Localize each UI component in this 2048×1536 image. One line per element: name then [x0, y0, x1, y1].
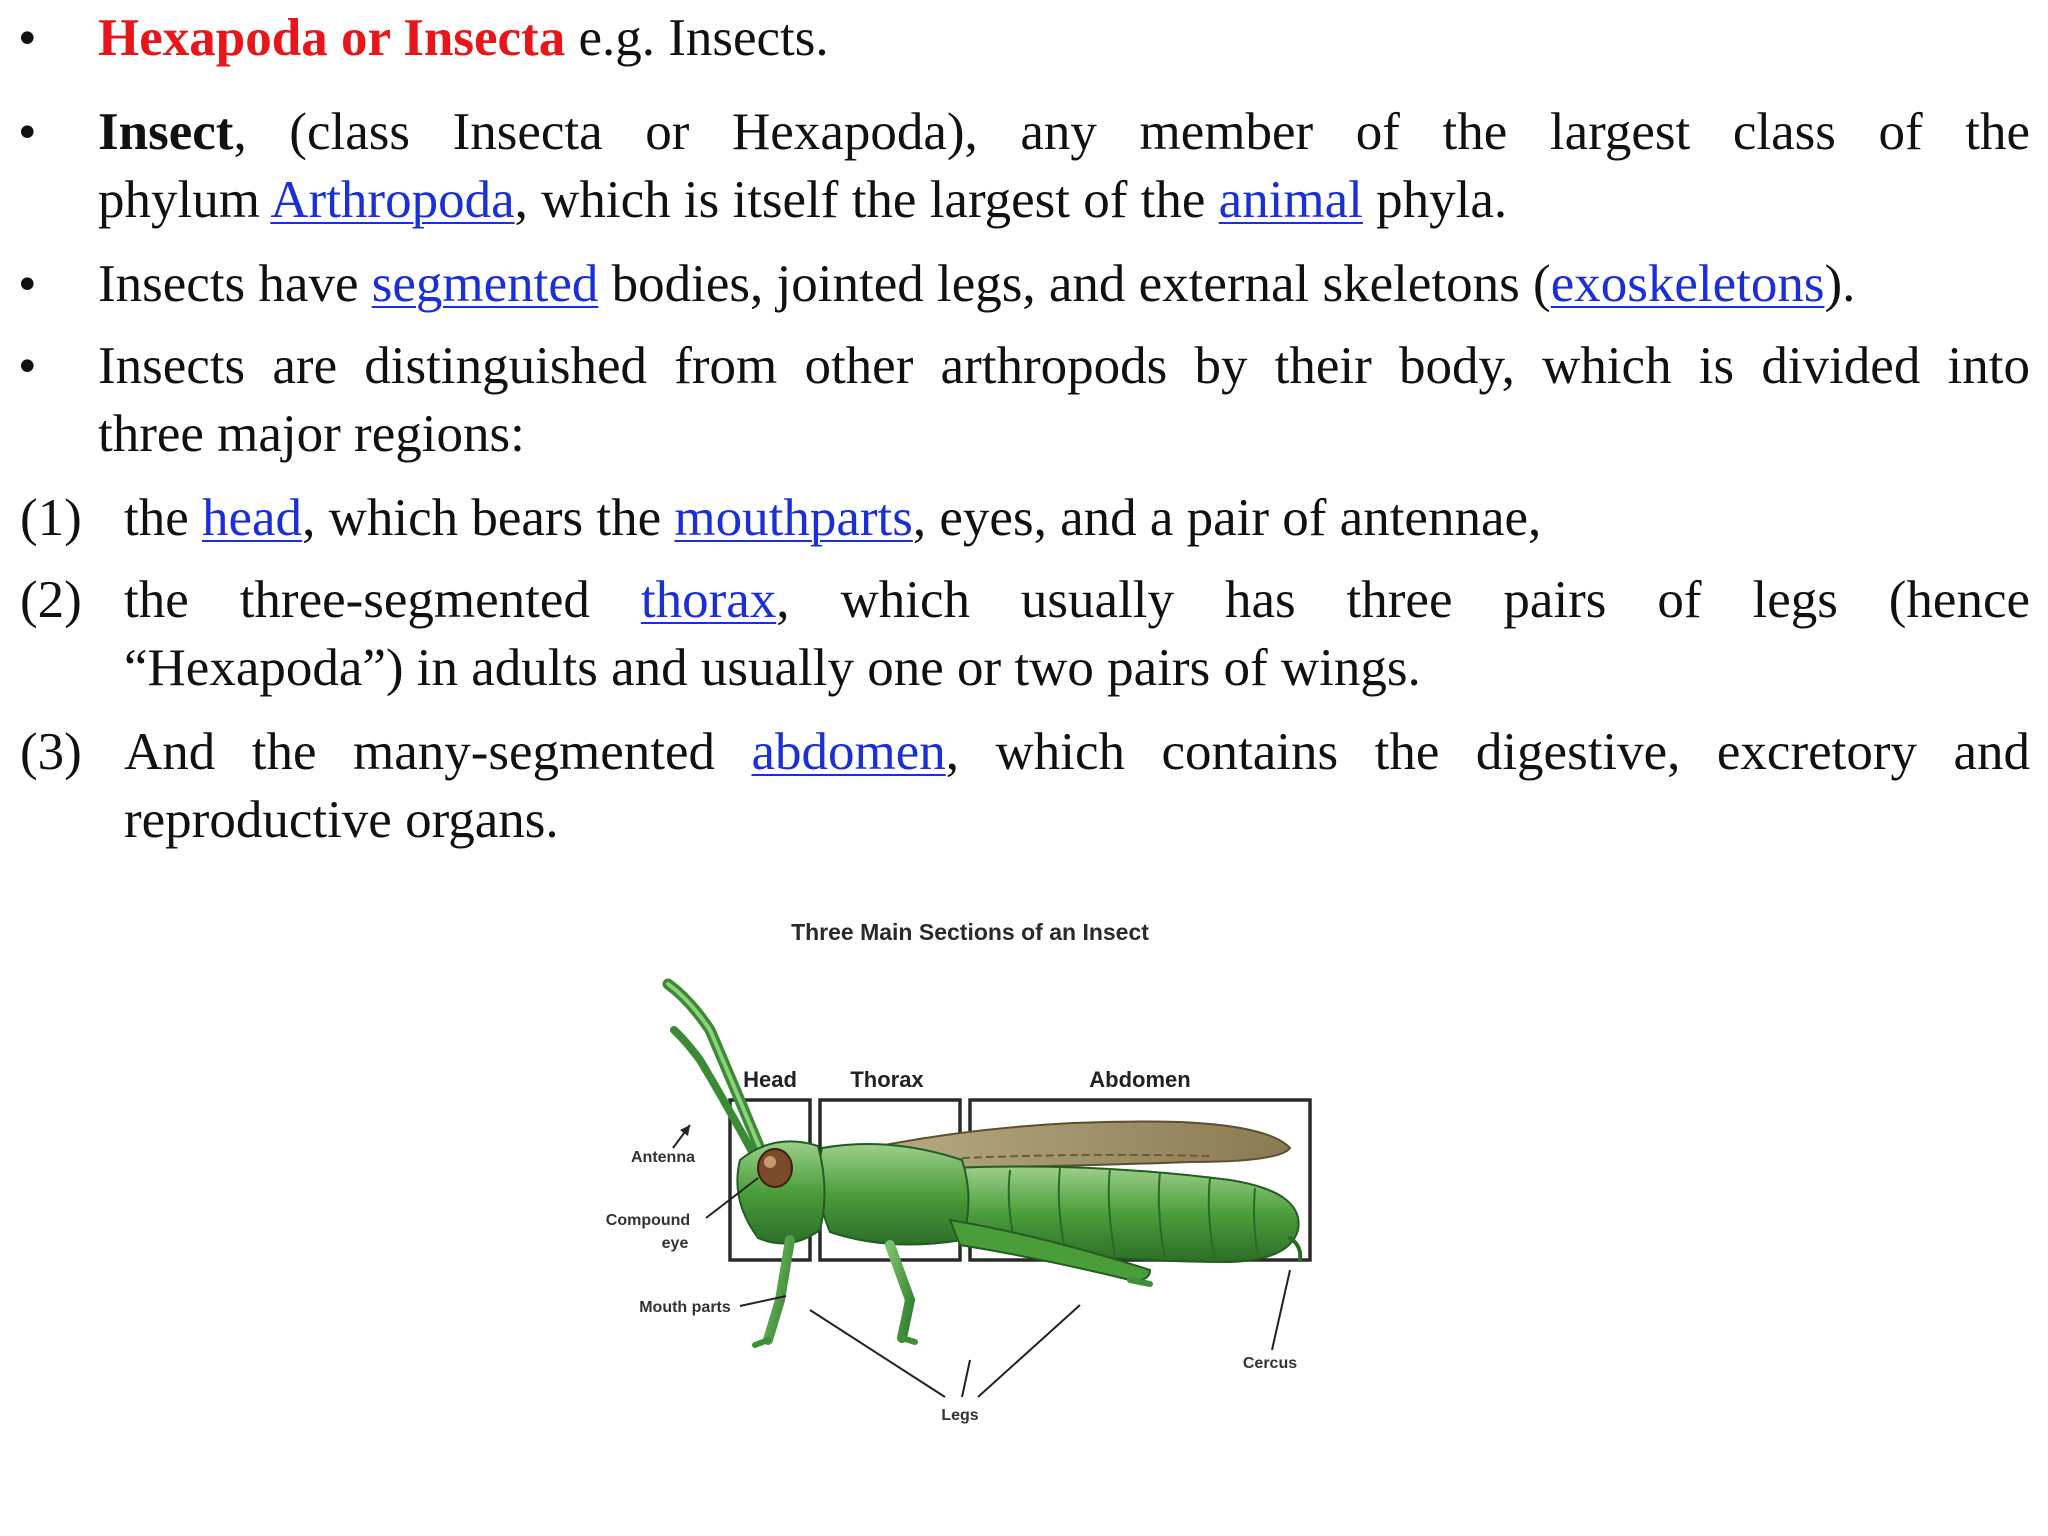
label-eye: eye — [661, 1235, 689, 1252]
item-abdomen-line2: reproductive organs. — [124, 791, 559, 849]
bullet-hexapoda — [98, 4, 829, 72]
bullet-marker: • — [18, 9, 37, 67]
item-text: , which bears the — [302, 489, 675, 547]
cercus-icon — [1290, 1238, 1300, 1260]
number-marker: (3) — [20, 723, 82, 781]
link-abdomen[interactable]: abdomen — [751, 723, 946, 781]
item-text: , which usually has three pairs of legs (hence — [776, 571, 2031, 629]
bullet-text: Insects have — [98, 255, 372, 313]
item-text: the — [124, 489, 202, 547]
insect-thorax — [818, 1144, 968, 1245]
diagram-title: Three Main Sections of an Insect — [791, 919, 1149, 945]
link-exoskeletons[interactable]: exoskeletons — [1550, 255, 1825, 313]
label-mouth-parts: Mouth parts — [639, 1299, 731, 1316]
item-text: And the many-segmented — [124, 723, 752, 781]
item-thorax-line2: “Hexapoda”) in adults and usually one or two pairs of wings. — [124, 639, 1421, 697]
compound-eye-icon — [758, 1149, 792, 1187]
label-compound: Compound — [605, 1212, 691, 1229]
label-antenna: Antenna — [631, 1149, 695, 1166]
bullet-text: , which is itself the largest of the — [514, 171, 1219, 229]
section-label-head: Head — [743, 1067, 797, 1092]
leader-legs-3 — [978, 1305, 1080, 1397]
link-segmented[interactable]: segmented — [371, 255, 599, 313]
link-arthropoda[interactable]: Arthropoda — [270, 171, 515, 229]
leader-legs-2 — [962, 1360, 970, 1397]
number-marker: (1) — [20, 489, 82, 547]
bullet-text: phyla. — [1362, 171, 1508, 229]
link-mouthparts[interactable]: mouthparts — [674, 489, 913, 547]
label-cercus: Cercus — [1242, 1355, 1298, 1372]
bullet-regions-line1: Insects are distinguished from other arthropods by their body, which is divided into — [98, 337, 2030, 395]
leader-legs-1 — [810, 1310, 945, 1397]
insect-diagram — [590, 900, 1350, 1460]
leader-cercus — [1272, 1270, 1290, 1350]
bullet-insect-line1 — [98, 98, 2030, 166]
insect-diagram-svg — [590, 900, 1350, 1460]
link-head[interactable]: head — [202, 489, 303, 547]
bullet-text: e.g. Insects. — [565, 9, 829, 67]
item-text: the three-segmented — [124, 571, 641, 629]
item-text: , eyes, and a pair of antennae, — [912, 489, 1542, 547]
term-hexapoda: Hexapoda or Insecta — [98, 9, 566, 67]
item-thorax-line1 — [124, 566, 2030, 634]
item-head — [124, 484, 1541, 552]
link-thorax[interactable]: thorax — [640, 571, 777, 629]
bullet-marker: • — [18, 103, 37, 161]
section-label-abdomen: Abdomen — [1089, 1067, 1191, 1092]
bullet-segmented — [98, 250, 1855, 318]
eye-highlight — [764, 1156, 776, 1168]
bullet-marker: • — [18, 255, 37, 313]
bullet-text: bodies, jointed legs, and external skeletons ( — [598, 255, 1551, 313]
label-legs: Legs — [941, 1407, 979, 1424]
bullet-text: phylum — [98, 171, 271, 229]
arrowhead-antenna — [680, 1125, 690, 1136]
item-abdomen-line1 — [124, 718, 2030, 786]
term-insect: Insect — [98, 103, 234, 161]
bullet-regions-line2: three major regions: — [98, 405, 525, 463]
number-marker: (2) — [20, 571, 82, 629]
bullet-text: , (class Insecta or Hexapoda), any member of the largest class of the — [233, 103, 2030, 161]
section-label-thorax: Thorax — [850, 1067, 924, 1092]
bullet-text: ). — [1824, 255, 1856, 313]
item-text: , which contains the digestive, excretory and — [945, 723, 2030, 781]
bullet-marker: • — [18, 337, 37, 395]
bullet-insect-line2 — [98, 166, 1507, 234]
link-animal[interactable]: animal — [1218, 171, 1363, 229]
